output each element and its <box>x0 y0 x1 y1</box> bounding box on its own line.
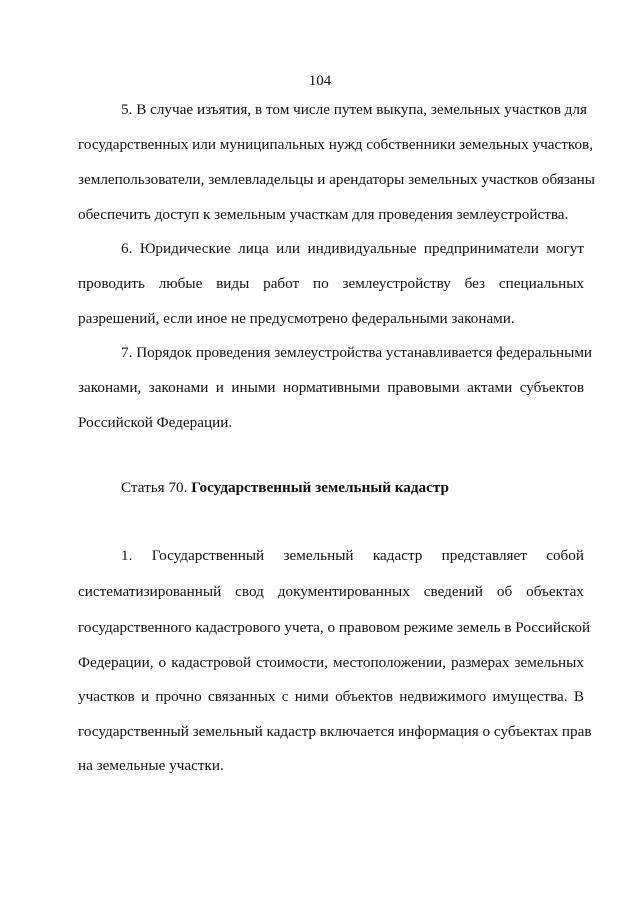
article-paragraph-1-line-7: на земельные участки. <box>78 757 224 774</box>
paragraph-5-line-3: землепользователи, землевладельцы и арендаторы земельных участков обязаны <box>78 171 595 188</box>
paragraph-7-line-2: законами, законами и иными нормативными правовыми актами субъектов <box>78 379 584 396</box>
page-number: 104 <box>308 73 332 89</box>
article-paragraph-1-line-6: государственный земельный кадастр включается информация о субъектах прав <box>78 723 592 740</box>
article-title: Государственный земельный кадастр <box>191 479 449 496</box>
paragraph-7-line-3: Российской Федерации. <box>78 414 233 431</box>
article-paragraph-1-line-1: 1. Государственный земельный кадастр представляет собой <box>121 547 584 564</box>
paragraph-5-line-1: 5. В случае изъятия, в том числе путем выкупа, земельных участков для <box>121 101 587 118</box>
article-paragraph-1-line-5: участков и прочно связанных с ними объектов недвижимого имущества. В <box>78 688 584 705</box>
paragraph-7-line-1: 7. Порядок проведения землеустройства устанавливается федеральными <box>121 344 593 361</box>
paragraph-5-line-4: обеспечить доступ к земельным участкам для проведения землеустройства. <box>78 206 569 223</box>
paragraph-6-line-2: проводить любые виды работ по землеустройству без специальных <box>78 275 584 292</box>
article-paragraph-1-line-3: государственного кадастрового учета, о правовом режиме земель в Российской <box>78 619 591 636</box>
article-heading <box>121 479 449 497</box>
paragraph-5-line-2: государственных или муниципальных нужд собственники земельных участков, <box>78 136 594 153</box>
paragraph-6-line-1: 6. Юридические лица или индивидуальные предприниматели могут <box>121 240 584 257</box>
article-number: Статья 70. <box>121 479 192 496</box>
paragraph-6-line-3: разрешений, если иное не предусмотрено федеральными законами. <box>78 310 515 327</box>
article-paragraph-1-line-2: систематизированный свод документированных сведений об объектах <box>78 583 584 600</box>
article-paragraph-1-line-4: Федерации, о кадастровой стоимости, местоположении, размерах земельных <box>78 654 584 671</box>
